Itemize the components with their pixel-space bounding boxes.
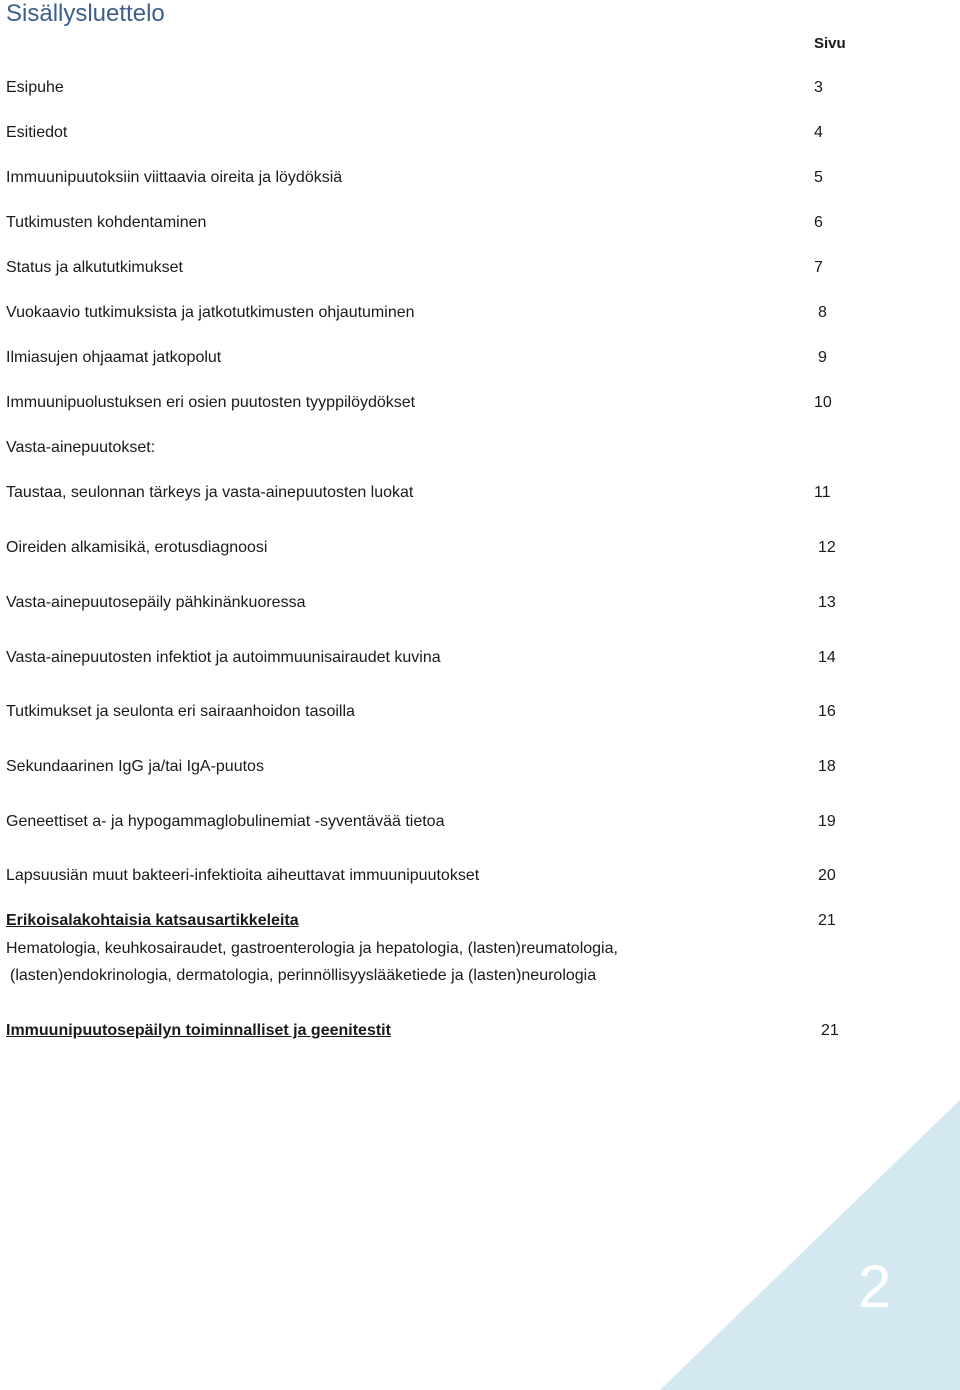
toc-entry-page: 19	[818, 813, 836, 830]
toc-entry-text: Esipuhe	[6, 79, 64, 96]
corner-triangle	[660, 1100, 960, 1390]
toc-subline: Hematologia, keuhkosairaudet, gastroenterologia ja hepatologia, (lasten)reumatologia,	[6, 940, 618, 957]
toc-entry	[6, 647, 846, 669]
toc-entry-page: 6	[814, 214, 823, 231]
toc-entry-text: Status ja alkututkimukset	[6, 259, 183, 276]
corner-decoration	[660, 1100, 960, 1390]
toc-subline: (lasten)endokrinologia, dermatologia, perinnöllisyyslääketiede ja (lasten)neurologia	[10, 967, 597, 984]
toc-entry	[6, 811, 846, 833]
toc-entry	[6, 701, 846, 723]
toc-entry-page: 9	[818, 349, 827, 366]
toc-entry-page: 18	[818, 758, 836, 775]
toc-entry-page: 8	[818, 304, 827, 321]
toc-entry-page: 21	[821, 1022, 839, 1039]
toc-entry-page: 21	[818, 912, 836, 929]
toc-entry	[6, 592, 846, 614]
toc-entry-text: Immuunipuolustuksen eri osien puutosten tyyppilöydökset	[6, 394, 416, 411]
toc-entry	[6, 302, 846, 324]
toc-entry-page: 16	[818, 703, 836, 720]
toc-entry	[6, 212, 846, 234]
toc-entry-text: Geneettiset a- ja hypogammaglobulinemiat -syventävää tietoa	[6, 813, 445, 830]
toc-entry-page: 4	[814, 124, 823, 141]
toc-entry-page: 5	[814, 169, 823, 186]
toc-entry-page: 11	[814, 484, 831, 501]
toc-entry-text: Tutkimusten kohdentaminen	[6, 214, 207, 231]
toc-entry	[6, 77, 846, 99]
toc-entry	[6, 347, 846, 369]
toc-entry-text: Oireiden alkamisikä, erotusdiagnoosi	[6, 539, 268, 556]
toc-entry	[6, 122, 846, 144]
toc-entry-page: 12	[818, 539, 836, 556]
toc-entry-text: Lapsuusiän muut bakteeri-infektioita aiheuttavat immuunipuutokset	[6, 867, 480, 884]
page-title: Sisällysluettelo	[6, 0, 165, 27]
toc-entry	[6, 537, 846, 559]
toc-entry-page: 3	[814, 79, 823, 96]
page-number: 2	[858, 1253, 892, 1320]
toc-entry	[6, 257, 846, 279]
toc-entry-text: Ilmiasujen ohjaamat jatkopolut	[6, 349, 222, 366]
toc-section-heading	[6, 437, 846, 459]
toc-entry	[6, 756, 846, 778]
toc-entry	[6, 865, 846, 887]
toc-entry-text: Vasta-ainepuutosepäily pähkinänkuoressa	[6, 594, 306, 611]
toc-entry-text: Vuokaavio tutkimuksista ja jatkotutkimusten ohjautuminen	[6, 304, 415, 321]
toc-entry-page: 7	[814, 259, 823, 276]
toc-entry	[6, 1020, 846, 1042]
toc-entry	[6, 482, 846, 504]
page-column-header: Sivu	[814, 35, 846, 52]
toc-entry-text: Immuunipuutosepäilyn toiminnalliset ja geenitestit	[6, 1022, 391, 1039]
toc-entry-page: 13	[818, 594, 836, 611]
toc-entry-text: Tutkimukset ja seulonta eri sairaanhoidon tasoilla	[6, 703, 355, 720]
toc-entry-text: Esitiedot	[6, 124, 68, 141]
toc-entry-page: 10	[814, 394, 832, 411]
toc-entry	[6, 392, 846, 414]
toc-entry	[6, 167, 846, 189]
toc-entry-text: Vasta-ainepuutokset:	[6, 439, 156, 456]
toc-entry-text: Erikoisalakohtaisia katsausartikkeleita	[6, 912, 299, 929]
toc-entry-page: 14	[818, 649, 836, 666]
toc-entry-text: Vasta-ainepuutosten infektiot ja autoimmuunisairaudet kuvina	[6, 649, 441, 666]
toc-entry-page: 20	[818, 867, 836, 884]
toc-entry-text: Taustaa, seulonnan tärkeys ja vasta-ainepuutosten luokat	[6, 484, 414, 501]
toc-entry	[6, 910, 846, 932]
toc-entry-text: Immuunipuutoksiin viittaavia oireita ja löydöksiä	[6, 169, 343, 186]
toc-entry-text: Sekundaarinen IgG ja/tai IgA-puutos	[6, 758, 264, 775]
